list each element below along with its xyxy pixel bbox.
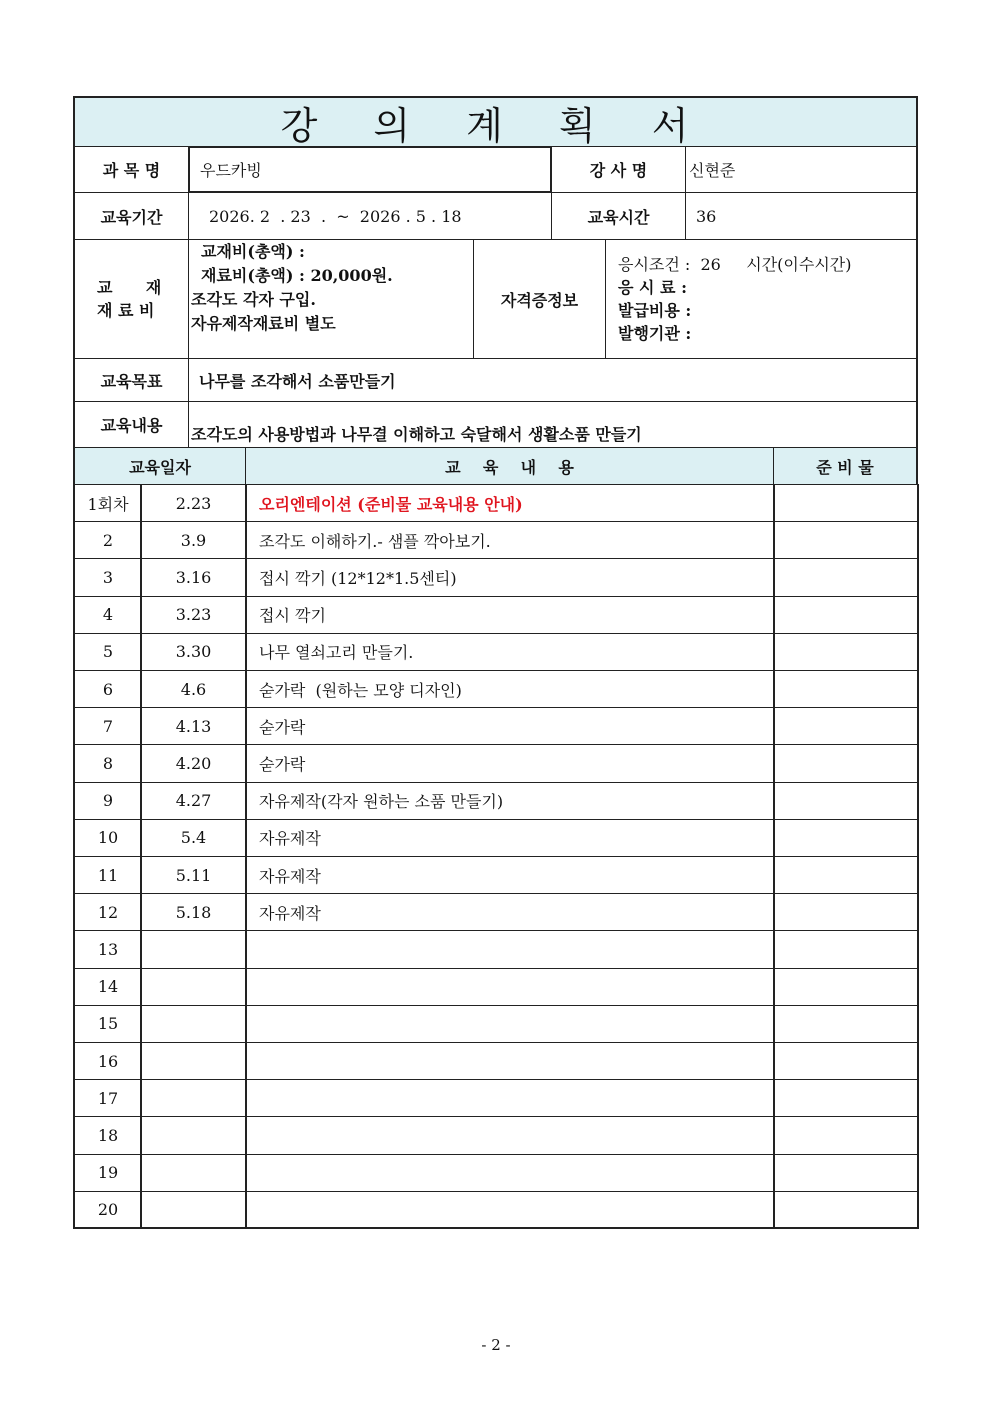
row-number: 17: [73, 1079, 142, 1117]
row-number: 3: [73, 558, 142, 596]
header-date: 교육일자: [73, 447, 246, 485]
page-number: - 2 -: [481, 1336, 511, 1354]
hours-label: 교육시간: [551, 192, 686, 240]
material-note: 조각도 각자 구입.: [191, 290, 316, 309]
row-content: 나무 열쇠고리 만들기.: [245, 633, 775, 671]
row-prep: [773, 930, 919, 968]
row-number: 18: [73, 1116, 142, 1154]
row-prep: [773, 707, 919, 745]
materials-value: [188, 239, 474, 359]
row-prep: [773, 968, 919, 1006]
row-number: 12: [73, 893, 142, 931]
row-number: 6: [73, 670, 142, 708]
document-title: 강 의 계 획 서: [73, 96, 918, 147]
materials-label-line: 재 료 비: [97, 301, 155, 320]
row-date: [140, 1079, 247, 1117]
row-content: [245, 1116, 775, 1154]
row-number: 1회차: [73, 484, 142, 522]
row-number: 9: [73, 782, 142, 820]
row-date: 3.9: [140, 521, 247, 559]
goal-label: 교육목표: [73, 358, 189, 402]
row-date: 4.27: [140, 782, 247, 820]
row-prep: [773, 856, 919, 894]
row-content: 숟가락: [245, 707, 775, 745]
row-prep: [773, 558, 919, 596]
row-date: [140, 1042, 247, 1080]
cert-issue-cost: 발급비용 :: [618, 301, 692, 320]
header-prep: 준 비 물: [773, 447, 918, 485]
row-date: 5.18: [140, 893, 247, 931]
textbook-cost: 교재비(총액) :: [201, 242, 305, 261]
row-prep: [773, 633, 919, 671]
row-content: [245, 1154, 775, 1192]
row-number: 11: [73, 856, 142, 894]
row-prep: [773, 893, 919, 931]
row-prep: [773, 782, 919, 820]
cert-label: 자격증정보: [473, 239, 606, 359]
row-date: 3.16: [140, 558, 247, 596]
row-content: 숟가락 (원하는 모양 디자인): [245, 670, 775, 708]
row-date: [140, 968, 247, 1006]
row-content: 조각도 이해하기.- 샘플 깍아보기.: [245, 521, 775, 559]
material-note: 자유제작재료비 별도: [191, 314, 336, 333]
materials-label: [73, 239, 189, 359]
row-number: 16: [73, 1042, 142, 1080]
row-date: 5.4: [140, 819, 247, 857]
hours-value: 36: [685, 192, 918, 240]
row-content: [245, 1005, 775, 1043]
header-content: 교 육 내 용: [245, 447, 774, 485]
row-number: 19: [73, 1154, 142, 1192]
row-prep: [773, 1079, 919, 1117]
cert-fee: 응 시 료 :: [618, 278, 687, 297]
row-content: [245, 930, 775, 968]
row-number: 10: [73, 819, 142, 857]
row-content: 오리엔테이션 (준비물 교육내용 안내): [245, 484, 775, 522]
period-value: 2026. 2 . 23 . ~ 2026 . 5 . 18: [188, 192, 552, 240]
row-number: 2: [73, 521, 142, 559]
row-content: [245, 1079, 775, 1117]
row-prep: [773, 1005, 919, 1043]
row-date: 4.6: [140, 670, 247, 708]
row-number: 15: [73, 1005, 142, 1043]
row-content: 자유제작: [245, 819, 775, 857]
row-date: [140, 1154, 247, 1192]
row-number: 20: [73, 1191, 142, 1229]
materials-label-line: 교 재: [97, 278, 162, 297]
content-value: 조각도의 사용방법과 나무결 이해하고 숙달해서 생활소품 만들기: [188, 401, 918, 448]
row-prep: [773, 484, 919, 522]
row-prep: [773, 819, 919, 857]
cert-condition: 응시조건 : 26 시간(이수시간): [618, 255, 852, 274]
row-date: 3.23: [140, 596, 247, 634]
row-number: 5: [73, 633, 142, 671]
goal-value: 나무를 조각해서 소품만들기: [188, 358, 918, 402]
subject-value: 우드카빙: [188, 146, 552, 193]
row-content: [245, 968, 775, 1006]
row-prep: [773, 744, 919, 782]
row-content: [245, 1191, 775, 1229]
row-prep: [773, 1116, 919, 1154]
row-date: [140, 930, 247, 968]
cert-issuer: 발행기관 :: [618, 324, 692, 343]
row-date: 3.30: [140, 633, 247, 671]
row-content: 숟가락: [245, 744, 775, 782]
row-prep: [773, 670, 919, 708]
period-label: 교육기간: [73, 192, 189, 240]
row-number: 14: [73, 968, 142, 1006]
row-prep: [773, 1154, 919, 1192]
material-cost: 재료비(총액) : 20,000원.: [201, 266, 393, 285]
row-prep: [773, 1191, 919, 1229]
row-number: 13: [73, 930, 142, 968]
row-number: 4: [73, 596, 142, 634]
row-number: 8: [73, 744, 142, 782]
row-date: 2.23: [140, 484, 247, 522]
row-content: 자유제작: [245, 856, 775, 894]
row-date: [140, 1191, 247, 1229]
row-content: [245, 1042, 775, 1080]
row-date: 4.20: [140, 744, 247, 782]
row-number: 7: [73, 707, 142, 745]
cert-info: [605, 239, 918, 359]
row-content: 접시 깍기 (12*12*1.5센티): [245, 558, 775, 596]
row-content: 자유제작(각자 원하는 소품 만들기): [245, 782, 775, 820]
row-date: [140, 1005, 247, 1043]
row-content: 접시 깍기: [245, 596, 775, 634]
row-date: 5.11: [140, 856, 247, 894]
instructor-label: 강 사 명: [551, 146, 686, 193]
subject-label: 과 목 명: [73, 146, 189, 193]
row-prep: [773, 596, 919, 634]
row-content: 자유제작: [245, 893, 775, 931]
row-prep: [773, 1042, 919, 1080]
instructor-value: 신현준: [685, 146, 918, 193]
content-label: 교육내용: [73, 401, 189, 448]
row-prep: [773, 521, 919, 559]
row-date: [140, 1116, 247, 1154]
row-date: 4.13: [140, 707, 247, 745]
